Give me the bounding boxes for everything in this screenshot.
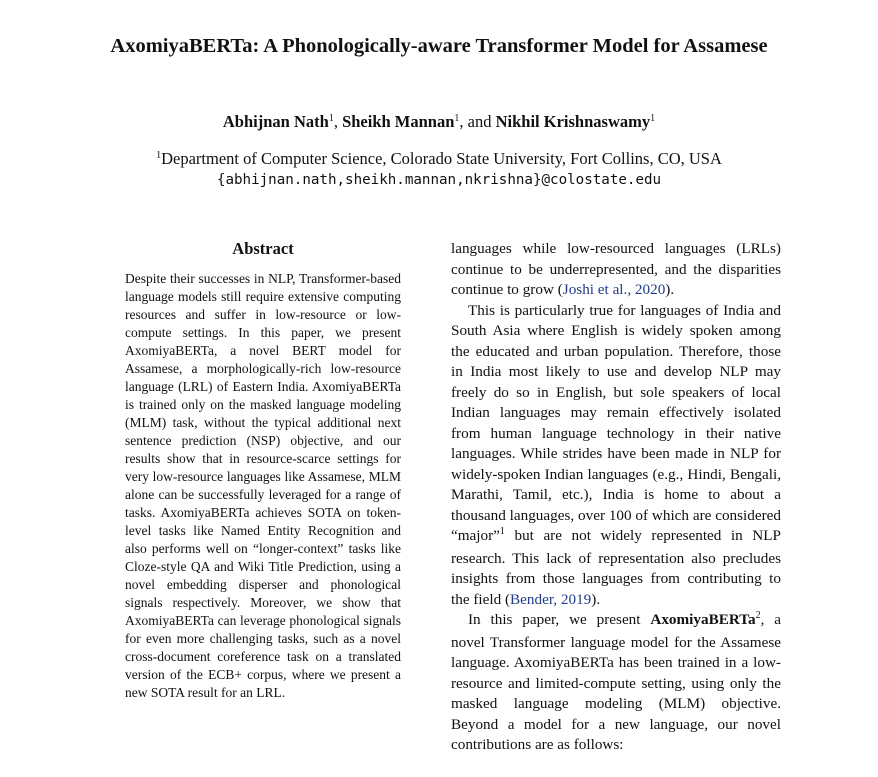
paragraph-text: ).	[665, 281, 675, 298]
paragraph-text: languages while low-resourced languages (LRLs) continue to be underrepresented, and the disparities continue to grow (	[451, 240, 781, 298]
abstract-body: Despite their successes in NLP, Transformer-based language models still require extensive computing resources and suffer in low-resource or low-compute settings. In this paper, we present AxomiyaBERTa, a novel BERT model for Assamese, a morphologically-rich low-resource language (LRL) of Eastern India. AxomiyaBERTa is trained only on the masked language modeling (MLM) task, without the typical additional next sentence prediction (NSP) objective, and our results show that in resource-scarce settings for very low-resource languages like Assamese, MLM alone can be successfully leveraged for a range of tasks. AxomiyaBERTa achieves SOTA on token-level tasks like Named Entity Recognition and also performs well on “longer-context” tasks like Cloze-style QA and Wiki Title Prediction, using a novel embedding disperser and phonological signals respectively. Moreover, we show that AxomiyaBERTa can leverage phonological signals for even more challenging tasks, such as a novel cross-document coreference task on a translated version of the ECB+ corpus, where we present a new SOTA result for an LRL.	[125, 271, 401, 700]
paragraph-text: , a novel Transformer language model for the Assamese language. AxomiyaBERTa has been trained in a low-resource and limited-compute setting, using only the masked language modeling (MLM) objective. Beyond a model for a new language, our novel contributions are as follows:	[451, 611, 782, 753]
paragraph-text: In this paper, we present	[468, 611, 651, 628]
author-separator: ,	[333, 112, 343, 131]
affiliation	[0, 148, 878, 172]
citation-link[interactable]: Joshi et al., 2020	[562, 281, 666, 298]
model-name: AxomiyaBERTa	[650, 611, 756, 628]
affiliation-marker: 1	[454, 113, 460, 124]
author-name: Nikhil Krishnaswamy	[495, 112, 651, 131]
affiliation-marker: 1	[328, 113, 334, 124]
paragraph-text: but are not widely represented in NLP research. This lack of representation also precludes insights from those languages from contributing to the field (	[451, 527, 781, 608]
paragraph-text: This is particularly true for languages of India and South Asia where English is widely spoken among the educated and urban population. Therefore, those in India most likely to use and develop NLP may freely do so in English, but sole speakers of local Indian languages may remain effectively isolated from human language technology in their native languages. While strides have been made in NLP for widely-spoken Indian languages (e.g., Hindi, Bengali, Marathi, Tamil, etc.), India is home to about a thousand languages, over 100 of which are considered “major”	[451, 301, 781, 544]
intro-paragraph-3	[451, 610, 781, 756]
affiliation-marker: 1	[650, 113, 656, 124]
paper-title: AxomiyaBERTa: A Phonologically-aware Transformer Model for Assamese	[110, 35, 768, 57]
footnote-marker[interactable]: 1	[499, 526, 505, 537]
affiliation-text: Department of Computer Science, Colorado State University, Fort Collins, CO, USA	[161, 149, 722, 168]
intro-paragraph-2	[451, 301, 781, 611]
author-emails: {abhijnan.nath,sheikh.mannan,nkrishna}@colostate.edu	[216, 172, 662, 188]
abstract-heading: Abstract	[232, 239, 294, 258]
paragraph-text: ).	[591, 590, 601, 608]
introduction-column	[451, 239, 781, 756]
affiliation-marker: 1	[156, 150, 162, 161]
author-name: Abhijnan Nath	[222, 112, 329, 131]
intro-paragraph-1	[451, 239, 781, 301]
author-name: Sheikh Mannan	[342, 112, 455, 131]
author-separator: , and	[459, 112, 496, 131]
citation-link[interactable]: Bender, 2019	[510, 590, 592, 608]
footnote-marker[interactable]: 2	[755, 610, 761, 621]
author-list	[0, 112, 878, 135]
